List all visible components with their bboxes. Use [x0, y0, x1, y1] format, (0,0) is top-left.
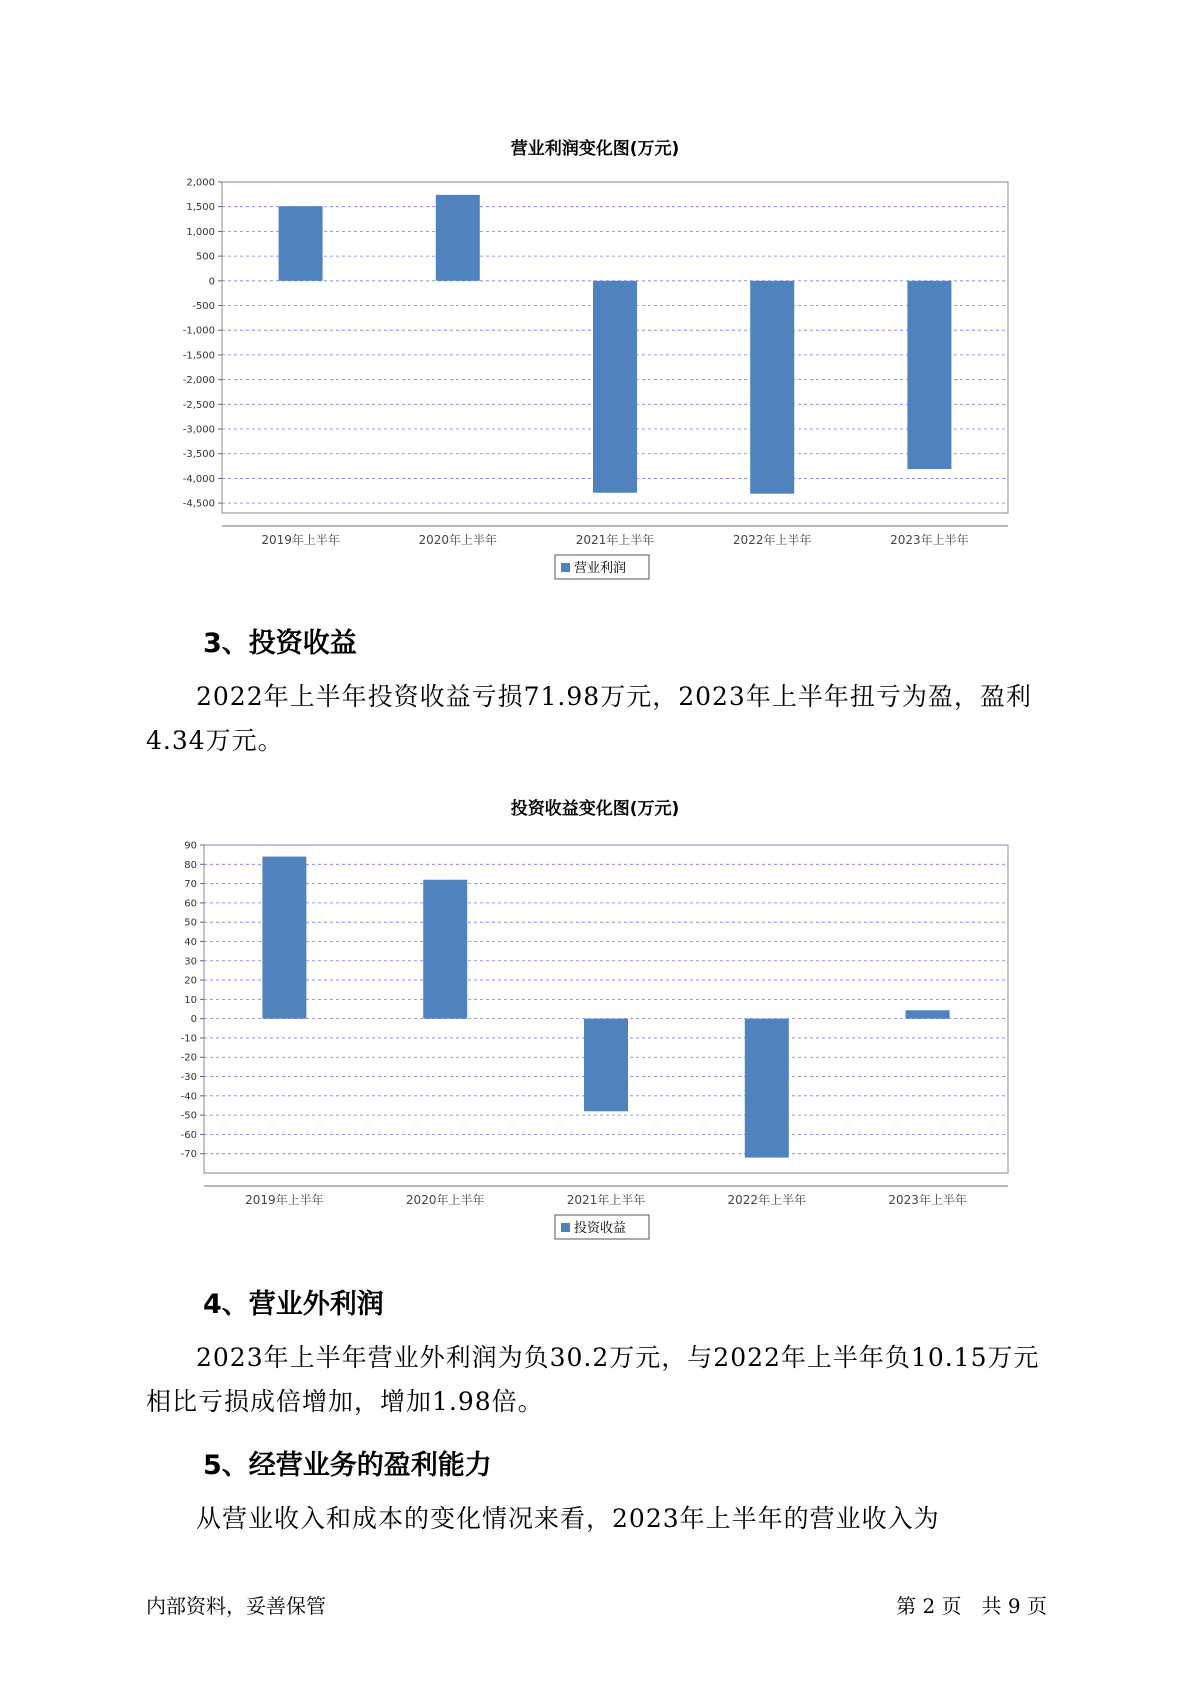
investment-income-chart [0, 790, 1191, 1240]
operating-profit-chart-svg [0, 130, 1191, 600]
x-category-label: 2023年上半年 [890, 533, 969, 547]
x-category-label: 2023年上半年 [888, 1193, 967, 1207]
bar [279, 206, 323, 281]
bar [593, 281, 637, 493]
legend-swatch [561, 563, 570, 572]
bar [750, 281, 794, 494]
y-tick-label: -50 [180, 1110, 197, 1122]
y-tick-label: -2,500 [182, 399, 215, 411]
footer-page-number: 第 2 页 共 9 页 [896, 1594, 1047, 1618]
x-category-label: 2021年上半年 [575, 533, 655, 547]
bar [907, 281, 951, 469]
legend [555, 1215, 649, 1239]
section-3-paragraph: 2022年上半年投资收益亏损71.98万元，2023年上半年扭亏为盈，盈利4.34万元。 [146, 682, 1032, 755]
y-tick-label: 2,000 [186, 177, 215, 189]
x-category-label: 2020年上半年 [418, 533, 498, 547]
y-tick-label: -70 [180, 1149, 197, 1161]
y-tick-label: 0 [208, 276, 215, 288]
section-5-heading: 5、经营业务的盈利能力 [203, 1450, 492, 1481]
y-tick-label: 70 [184, 879, 197, 891]
legend-label: 营业利润 [574, 561, 627, 576]
y-tick-label: -500 [192, 301, 215, 313]
bar [423, 880, 467, 1019]
y-tick-label: -1,000 [182, 325, 215, 337]
y-tick-label: 80 [184, 859, 197, 871]
legend-label: 投资收益 [574, 1221, 627, 1236]
y-tick-label: 90 [184, 840, 197, 852]
bar [745, 1019, 789, 1158]
y-tick-label: 50 [184, 917, 197, 929]
y-tick-label: 10 [184, 994, 197, 1006]
x-category-label: 2021年上半年 [566, 1193, 646, 1207]
y-tick-label: 500 [195, 251, 215, 263]
y-tick-label: 0 [190, 1014, 197, 1026]
bar [262, 857, 306, 1019]
section-4-paragraph: 2023年上半年营业外利润为负30.2万元，与2022年上半年负10.15万元相比亏损成倍增加，增加1.98倍。 [146, 1343, 1040, 1416]
y-tick-label: -4,000 [182, 473, 215, 485]
section-4-heading: 4、营业外利润 [203, 1289, 384, 1320]
x-category-label: 2022年上半年 [732, 533, 812, 547]
y-tick-label: -20 [180, 1052, 197, 1064]
y-tick-label: 60 [184, 898, 197, 910]
section-5-paragraph: 从营业收入和成本的变化情况来看，2023年上半年的营业收入为 [196, 1504, 940, 1533]
x-category-label: 2019年上半年 [245, 1193, 324, 1207]
y-tick-label: -40 [180, 1091, 197, 1103]
y-tick-label: -2,000 [182, 375, 215, 387]
bar [436, 195, 480, 281]
plot-area [204, 845, 1008, 1173]
chart-title: 投资收益变化图(万元) [510, 799, 680, 819]
y-tick-label: -3,500 [182, 449, 215, 461]
investment-income-chart-svg [0, 790, 1191, 1240]
y-tick-label: 30 [184, 956, 197, 968]
operating-profit-chart [0, 130, 1191, 600]
x-category-label: 2019年上半年 [261, 533, 340, 547]
x-category-label: 2022年上半年 [727, 1193, 807, 1207]
y-tick-label: 40 [184, 936, 197, 948]
section-3-heading: 3、投资收益 [203, 628, 357, 659]
y-tick-label: -60 [180, 1129, 197, 1141]
footer-left: 内部资料，妥善保管 [146, 1594, 326, 1618]
y-tick-label: -10 [180, 1033, 197, 1045]
y-tick-label: -4,500 [182, 498, 215, 510]
bar [906, 1010, 950, 1018]
y-tick-label: -3,000 [182, 424, 215, 436]
x-category-label: 2020年上半年 [405, 1193, 485, 1207]
bar [584, 1019, 628, 1112]
y-tick-label: 20 [184, 975, 197, 987]
y-tick-label: 1,000 [186, 226, 215, 238]
legend [555, 555, 649, 579]
y-tick-label: -1,500 [182, 350, 215, 362]
legend-swatch [561, 1223, 570, 1232]
chart-title: 营业利润变化图(万元) [510, 139, 680, 159]
y-tick-label: -30 [180, 1072, 197, 1084]
y-tick-label: 1,500 [186, 202, 215, 214]
